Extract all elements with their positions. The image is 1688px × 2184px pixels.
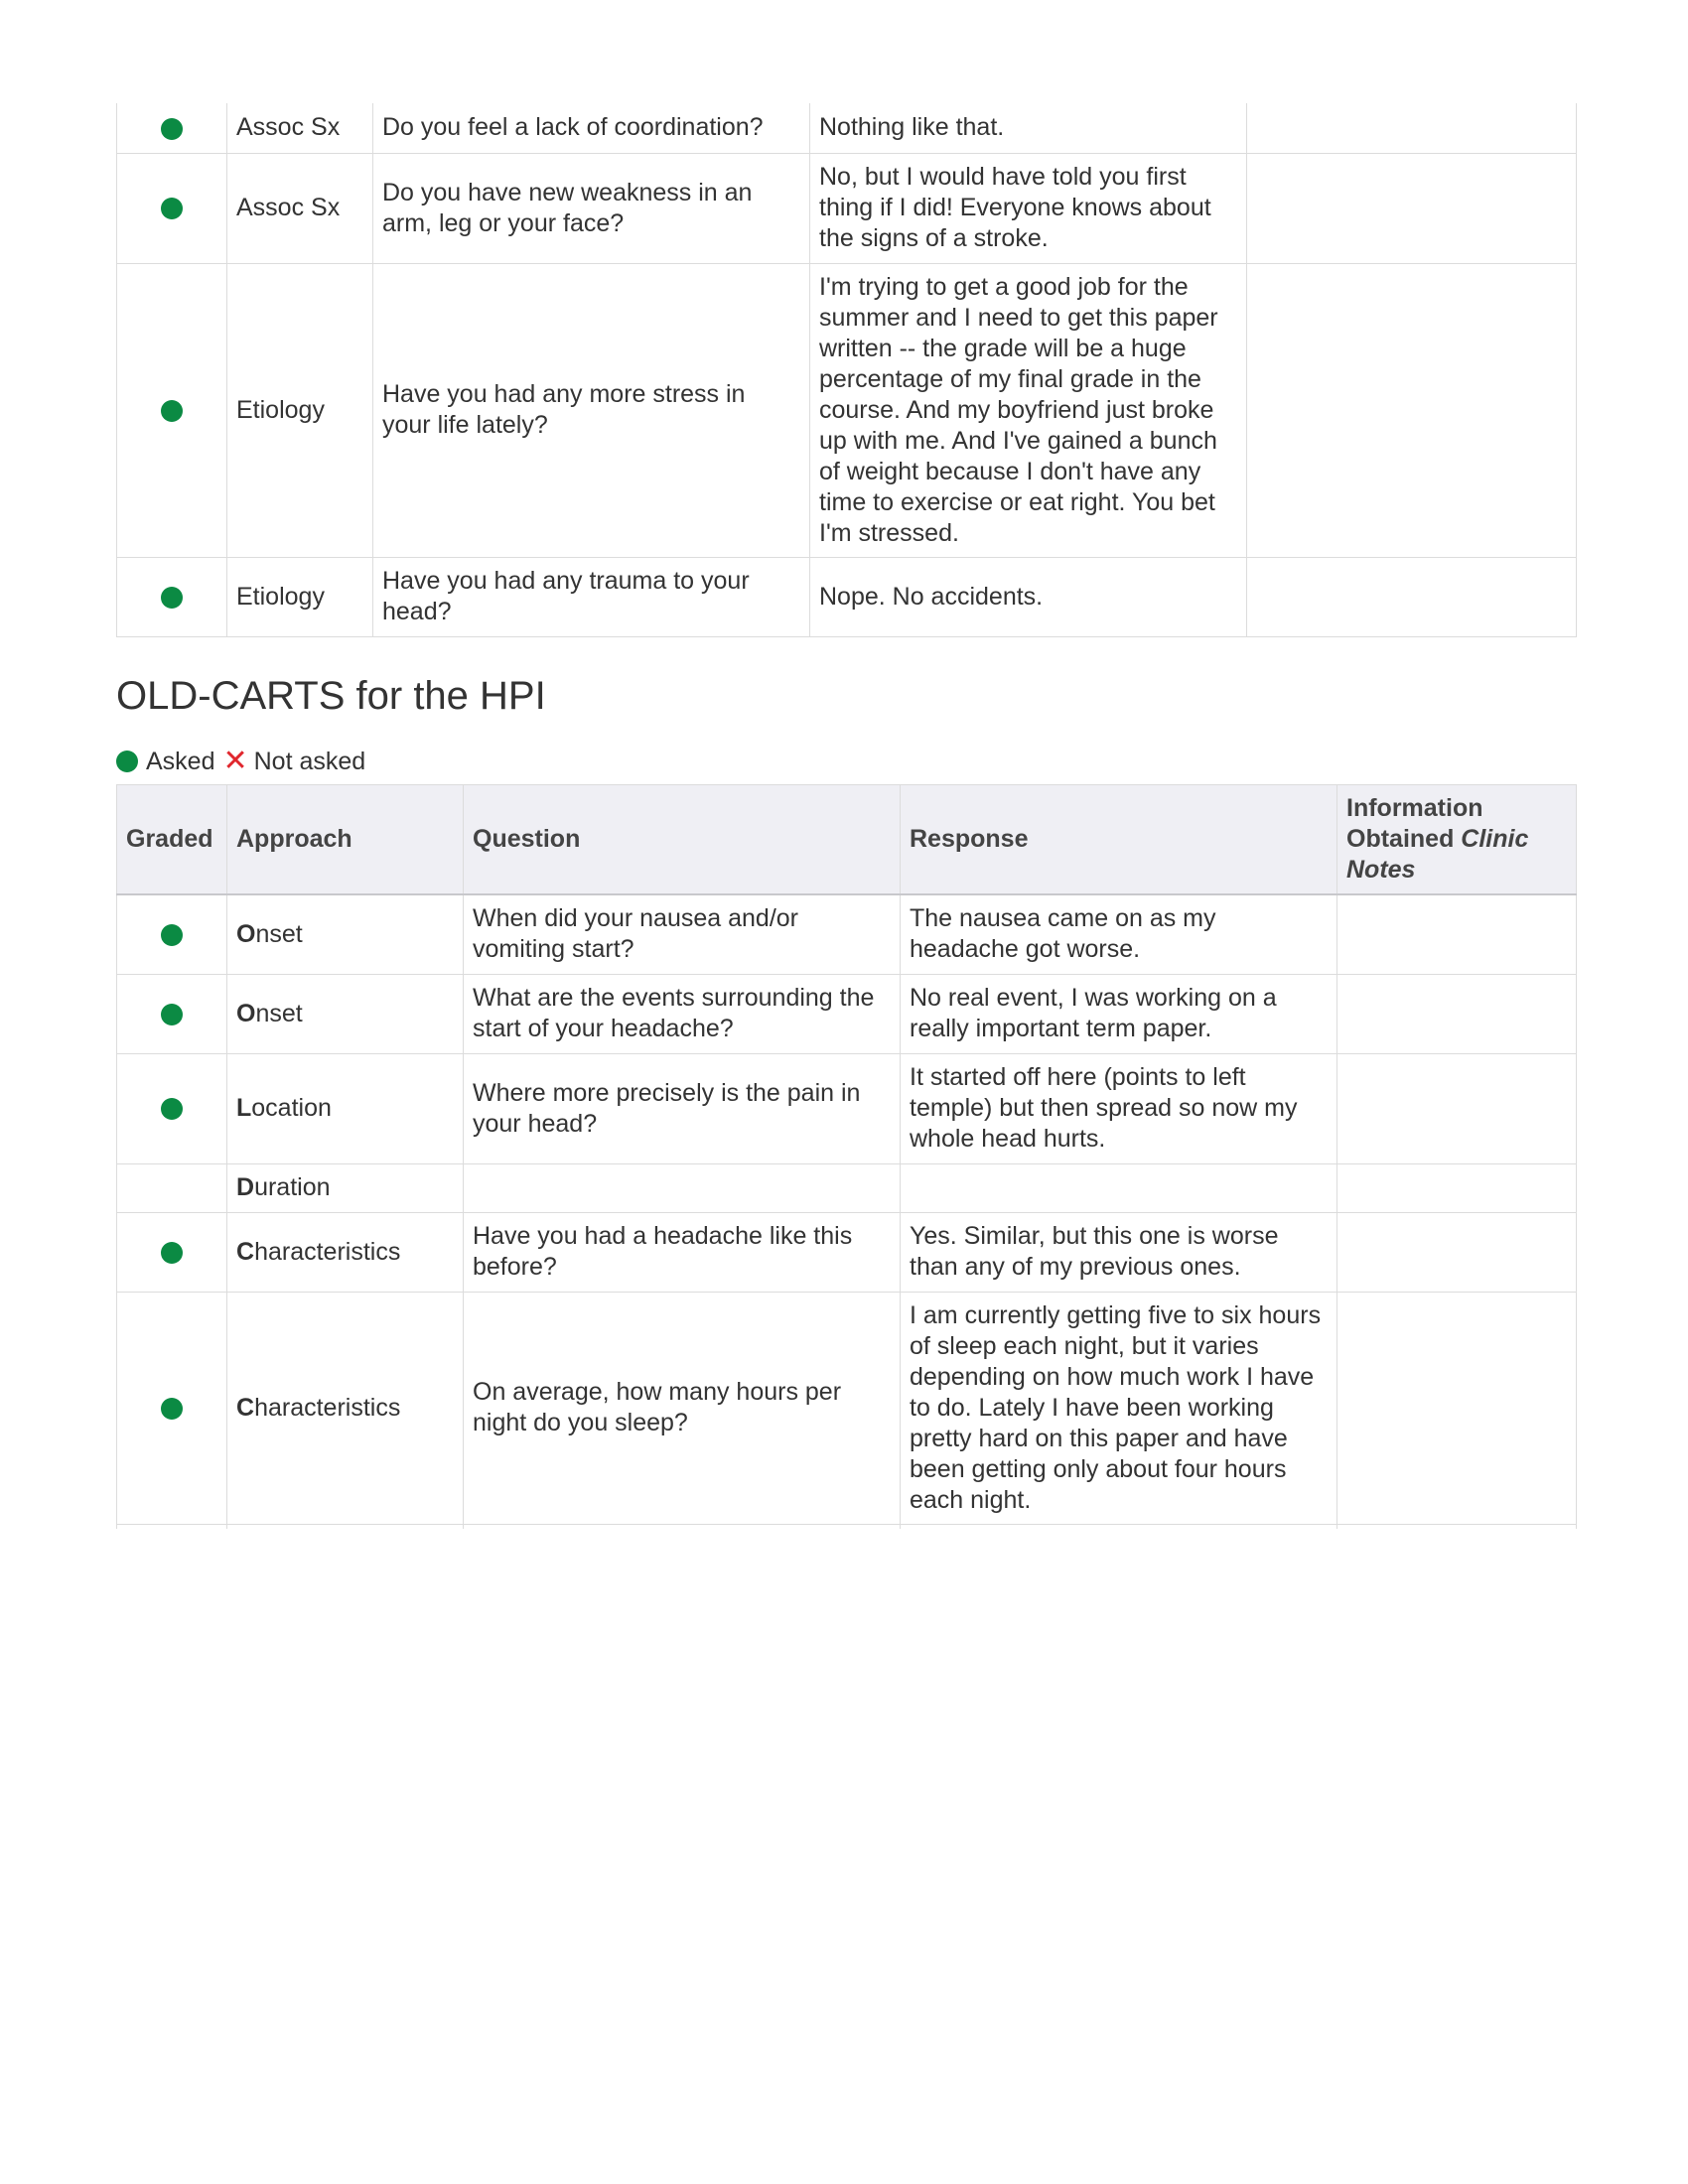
table-row <box>117 894 1577 974</box>
graded-cell <box>117 1053 227 1163</box>
header-question: Question <box>464 784 901 894</box>
info-cell <box>1337 1163 1577 1212</box>
not-asked-x-icon: ✕ <box>222 744 248 777</box>
graded-cell <box>117 1163 227 1212</box>
info-cell <box>1247 557 1577 636</box>
header-graded: Graded <box>117 784 227 894</box>
asked-dot-icon <box>161 587 183 609</box>
legend-asked-label: Asked <box>146 747 215 775</box>
header-info-label: Information Obtained <box>1346 793 1483 853</box>
question-cell: What are the events surrounding the start of your headache? <box>464 974 901 1053</box>
graded-cell <box>117 103 227 153</box>
legend-not-asked-label: Not asked <box>253 747 366 775</box>
info-cell <box>1247 153 1577 263</box>
info-cell <box>1337 1053 1577 1163</box>
header-approach: Approach <box>227 784 464 894</box>
info-cell <box>1247 103 1577 153</box>
approach-cell <box>227 1163 464 1212</box>
question-cell <box>464 1163 901 1212</box>
table-row <box>117 1163 1577 1212</box>
graded-cell <box>117 263 227 557</box>
continuation-cell <box>901 1524 1337 1529</box>
continuation-cell <box>117 1524 227 1529</box>
response-cell: No, but I would have told you first thing if I did! Everyone knows about the signs of a stroke. <box>810 153 1247 263</box>
graded-cell <box>117 894 227 974</box>
header-info <box>1337 784 1577 894</box>
continuation-cell <box>1337 1524 1577 1529</box>
info-cell <box>1337 1212 1577 1292</box>
asked-dot-icon <box>161 400 183 422</box>
table-row <box>117 1292 1577 1524</box>
response-cell: I'm trying to get a good job for the summer and I need to get this paper written -- the grade will be a huge percentage of my final grade in the course. And my boyfriend just broke up with me. And I've gained a bunch of weight because I don't have any time to exercise or eat right. You bet I'm stressed. <box>810 263 1247 557</box>
header-row <box>117 784 1577 894</box>
approach-cell <box>227 894 464 974</box>
approach-initial: C <box>236 1237 255 1266</box>
graded-cell <box>117 974 227 1053</box>
question-cell: Where more precisely is the pain in your head? <box>464 1053 901 1163</box>
approach-initial: O <box>236 919 256 948</box>
graded-cell <box>117 557 227 636</box>
document-page <box>116 103 1576 1529</box>
table-row <box>117 1053 1577 1163</box>
approach-rest: nset <box>255 999 303 1027</box>
approach-rest: haracteristics <box>254 1393 401 1422</box>
table-row <box>117 153 1577 263</box>
response-cell: Nope. No accidents. <box>810 557 1247 636</box>
header-clinic-notes: Clinic Notes <box>1346 824 1529 884</box>
associated-symptoms-table <box>116 103 1577 637</box>
response-cell: The nausea came on as my headache got worse. <box>901 894 1337 974</box>
table-row <box>117 974 1577 1053</box>
approach-cell: Etiology <box>227 557 373 636</box>
asked-dot-icon <box>161 1242 183 1264</box>
table-row <box>117 103 1577 153</box>
asked-dot-icon <box>116 751 138 772</box>
question-cell: Do you have new weakness in an arm, leg or your face? <box>373 153 810 263</box>
question-cell: Have you had any more stress in your life lately? <box>373 263 810 557</box>
question-cell: Have you had any trauma to your head? <box>373 557 810 636</box>
response-cell: No real event, I was working on a really important term paper. <box>901 974 1337 1053</box>
info-cell <box>1337 974 1577 1053</box>
approach-rest: uration <box>254 1173 331 1201</box>
table-row <box>117 557 1577 636</box>
approach-initial: D <box>236 1173 255 1201</box>
asked-dot-icon <box>161 1004 183 1025</box>
question-cell: Do you feel a lack of coordination? <box>373 103 810 153</box>
info-cell <box>1337 894 1577 974</box>
response-cell <box>901 1163 1337 1212</box>
asked-dot-icon <box>161 1098 183 1120</box>
legend <box>116 744 1576 777</box>
asked-dot-icon <box>161 924 183 946</box>
approach-initial: C <box>236 1393 255 1422</box>
old-carts-table <box>116 784 1577 1529</box>
approach-rest: ocation <box>251 1094 332 1122</box>
question-cell: When did your nausea and/or vomiting start? <box>464 894 901 974</box>
approach-initial: O <box>236 999 256 1027</box>
response-cell: Yes. Similar, but this one is worse than any of my previous ones. <box>901 1212 1337 1292</box>
response-cell: It started off here (points to left temple) but then spread so now my whole head hurts. <box>901 1053 1337 1163</box>
table-row <box>117 263 1577 557</box>
response-cell: I am currently getting five to six hours of sleep each night, but it varies depending on how much work I have to do. Lately I have been working pretty hard on this paper and have been getting only about four hours each night. <box>901 1292 1337 1524</box>
graded-cell <box>117 1212 227 1292</box>
info-cell <box>1247 263 1577 557</box>
approach-cell <box>227 1212 464 1292</box>
response-cell: Nothing like that. <box>810 103 1247 153</box>
asked-dot-icon <box>161 1398 183 1420</box>
approach-cell <box>227 1053 464 1163</box>
approach-cell: Assoc Sx <box>227 153 373 263</box>
graded-cell <box>117 1292 227 1524</box>
section-heading: OLD-CARTS for the HPI <box>116 673 546 718</box>
approach-cell <box>227 974 464 1053</box>
info-cell <box>1337 1292 1577 1524</box>
approach-cell: Etiology <box>227 263 373 557</box>
continuation-cell <box>227 1524 464 1529</box>
approach-cell <box>227 1292 464 1524</box>
continuation-cell <box>464 1524 901 1529</box>
approach-cell: Assoc Sx <box>227 103 373 153</box>
approach-initial: L <box>236 1094 252 1122</box>
asked-dot-icon <box>161 118 183 140</box>
question-cell: On average, how many hours per night do you sleep? <box>464 1292 901 1524</box>
table-row <box>117 1212 1577 1292</box>
approach-rest: nset <box>255 919 303 948</box>
header-response: Response <box>901 784 1337 894</box>
asked-dot-icon <box>161 198 183 219</box>
table-continuation <box>117 1524 1577 1529</box>
question-cell: Have you had a headache like this before? <box>464 1212 901 1292</box>
approach-rest: haracteristics <box>254 1237 401 1266</box>
graded-cell <box>117 153 227 263</box>
